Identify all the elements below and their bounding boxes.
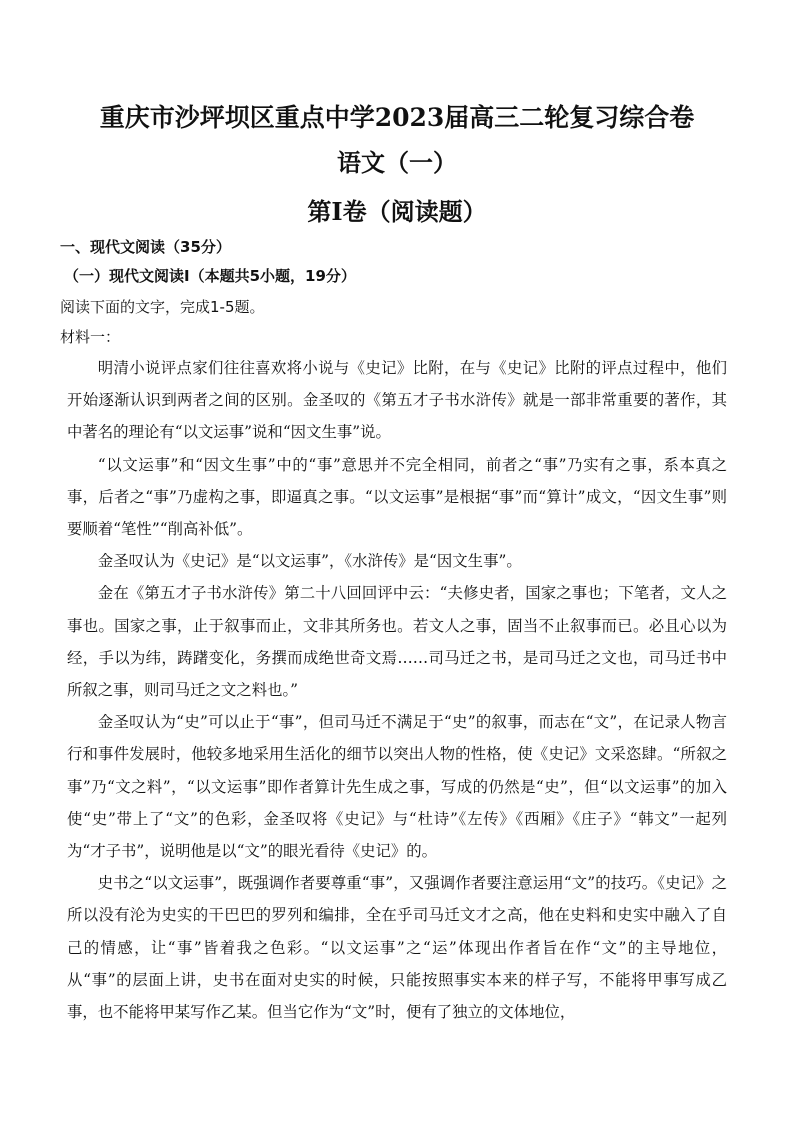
passage-paragraph: 金圣叹认为《史记》是“以文运事”，《水浒传》是“因文生事”。 (97, 552, 522, 571)
passage-paragraph: 金在《第五才子书水浒传》第二十八回回评中云：“夫修史者，国家之事也；下笔者，文人之事也。国家之事，止于叙事而止，文非其所务也。若文人之事，固当不止叙事而已。必且心以为经，手以为纬，踌躇变化，务撰而成绝世奇文焉……司马迁之书，是司马迁之文也，司马迁书中所叙之事，则司马迁之文之料也。” (67, 584, 727, 700)
passage-paragraph: “以文运事”和“因文生事”中的“事”意思并不完全相同，前者之“事”乃实有之事，系本真之事，后者之“事”乃虚构之事，即逼真之事。“以文运事”是根据“事”而“算计”成文，“因文生事”则要顺着“笔性”“削高补低”。 (67, 455, 727, 539)
section-heading: 一、现代文阅读（35分） (60, 238, 231, 256)
document-subtitle: 语文（一） (337, 148, 457, 177)
instruction-text: 阅读下面的文字，完成1-5题。 (60, 298, 265, 316)
subsection-heading: （一）现代文阅读Ⅰ（本题共5小题，19分） (64, 267, 356, 285)
passage-body (67, 352, 727, 1028)
volume-title: 第Ⅰ卷（阅读题） (307, 197, 487, 226)
passage-paragraph: 明清小说评点家们往往喜欢将小说与《史记》比附，在与《史记》比附的评点过程中，他们开始逐渐认识到两者之间的区别。金圣叹的《第五才子书水浒传》就是一部非常重要的著作，其中著名的理论有“以文运事”说和“因文生事”说。 (67, 359, 727, 442)
passage-paragraph: 金圣叹认为“史”可以止于“事”，但司马迁不满足于“史”的叙事，而志在“文”，在记录人物言行和事件发展时，他较多地采用生活化的细节以突出人物的性格，使《史记》文采恣肆。“所叙之事”乃“文之料”，“以文运事”即作者算计先生成之事，写成的仍然是“史”，但“以文运事”的加入使“史”带上了“文”的色彩，金圣叹将《史记》与“杜诗”《左传》《西厢》《庄子》“韩文”一起列为“才子书”，说明他是以“文”的眼光看待《史记》的。 (67, 713, 727, 861)
passage-paragraph: 史书之“以文运事”，既强调作者要尊重“事”，又强调作者要注意运用“文”的技巧。《史记》之所以没有沦为史实的干巴巴的罗列和编排，全在乎司马迁文才之高，他在史料和史实中融入了自己的情感，让“事”皆着我之色彩。“以文运事”之“运”体现出作者旨在作“文”的主导地位，从“事”的层面上讲，史书在面对史实的时候，只能按照事实本来的样子写，不能将甲事写成乙事，也不能将甲某写作乙某。但当它作为“文”时，便有了独立的文体地位， (67, 874, 727, 1022)
document-title: 重庆市沙坪坝区重点中学2023届高三二轮复习综合卷 (99, 103, 695, 132)
material-label: 材料一： (60, 328, 121, 346)
